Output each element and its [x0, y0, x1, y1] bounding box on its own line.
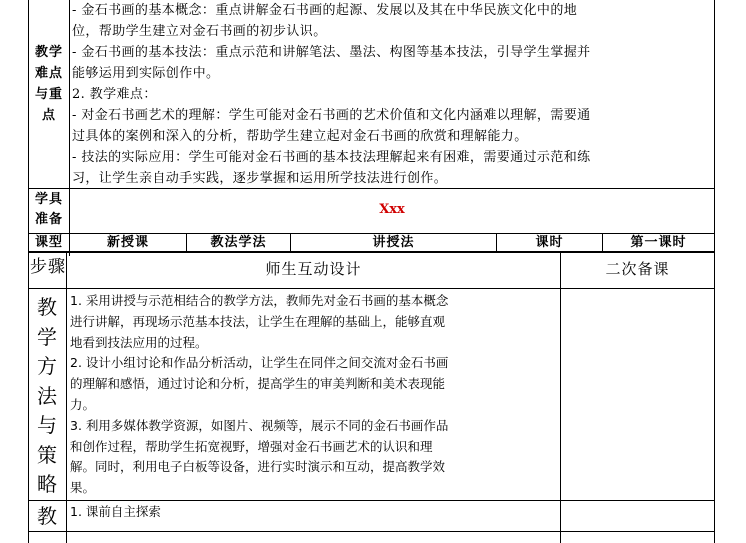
strategy-line: 的理解和感悟，通过讨论和分析，提高学生的审美判断和美术表现能: [70, 376, 446, 392]
lesson-type-value: 新授课: [106, 235, 149, 250]
label-column-divider: [69, 0, 70, 256]
row-divider-4: [28, 288, 715, 289]
period-label: 课时: [535, 235, 564, 250]
period-value: 第一课时: [630, 235, 687, 250]
strategy-line: 力。: [70, 396, 96, 412]
last-row-first-line: 1. 课前自主探索: [70, 504, 161, 519]
strategy-content: [70, 291, 558, 499]
step-column-divider: [66, 253, 67, 543]
second-prep-header: 二次备课: [605, 260, 670, 278]
row-divider-6: [28, 531, 715, 532]
strategy-line: 1. 采用讲授与示范相结合的教学方法，教师先对金石书画的基本概念: [70, 293, 449, 308]
row-divider-2: [28, 233, 715, 234]
difficulty-line: - 金石书画的基本概念：重点讲解金石书画的起源、发展以及其在中华民族文化中的地: [72, 3, 578, 18]
table-right-border: [714, 0, 715, 543]
difficulty-line: 位，帮助学生建立对金石书画的初步认识。: [72, 24, 327, 39]
tools-label: 学具 准备: [34, 192, 63, 227]
difficulty-line: 能够运用到实际创作中。: [72, 66, 220, 81]
lesson-type-label: 课型: [34, 235, 63, 250]
strategy-line: 解。同时，利用电子白板等设备，进行实时演示和互动，提高教学效: [70, 459, 446, 475]
row-divider-3: [28, 251, 715, 253]
difficulty-line: - 技法的实际应用：学生可能对金石书画的基本技法理解起来有困难，需要通过示范和练: [72, 150, 591, 165]
prep-column-divider: [560, 253, 561, 543]
difficulty-line: - 对金石书画艺术的理解：学生可能对金石书画的艺术价值和文化内涵难以理解，需要通: [72, 108, 591, 123]
difficulty-line: 习，让学生亲自动手实践，逐步掌握和运用所学技法进行创作。: [72, 171, 448, 186]
strategy-line: 地看到技法应用的过程。: [70, 334, 208, 350]
strategy-label: 教 学 方 法 与 策 略: [37, 295, 57, 496]
strategy-line: 果。: [70, 480, 96, 496]
strategy-line: 进行讲解，再现场示范基本技法，让学生在理解的基础上，能够直观: [70, 313, 446, 329]
difficulty-label: 教学 难点 与重 点: [34, 45, 63, 123]
row-divider-5: [28, 500, 715, 501]
strategy-line: 3. 利用多媒体教学资源，如图片、视频等，展示不同的金石书画作品: [70, 417, 449, 433]
interaction-header: 师生互动设计: [265, 260, 362, 278]
difficulty-content: [72, 0, 712, 189]
last-row-label: 教: [37, 504, 57, 528]
strategy-line: 和创作过程，帮助学生拓宽视野，增强对金石书画艺术的认识和理: [70, 438, 433, 454]
method-value: 讲授法: [372, 235, 415, 250]
difficulty-line: 过具体的案例和深入的分析，帮助学生建立起对金石书画的欣赏和理解能力。: [72, 129, 528, 144]
method-label: 教法学法: [210, 235, 267, 250]
step-header: 步骤: [30, 257, 66, 277]
tools-value: Xxx: [379, 202, 405, 217]
strategy-line: 2. 设计小组讨论和作品分析活动，让学生在同伴之间交流对金石书画: [70, 355, 449, 371]
difficulty-line: - 金石书画的基本技法：重点示范和讲解笔法、墨法、构图等基本技法，引导学生掌握并: [72, 45, 591, 60]
difficulty-line: 2. 教学难点：: [72, 87, 157, 102]
